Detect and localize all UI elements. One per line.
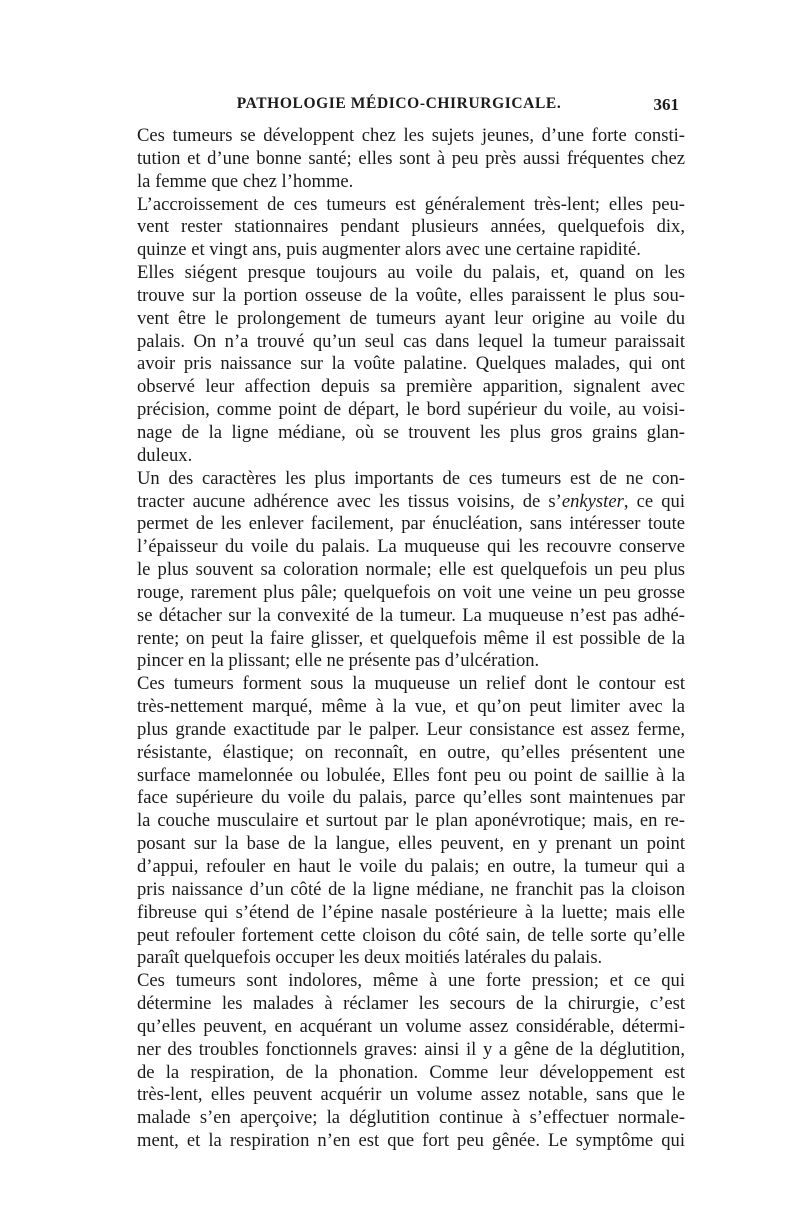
text-line: ment, et la respiration n’en est que fort peu gênée. Le symptôme qui [137, 1130, 685, 1152]
body-text [113, 125, 685, 1153]
text-line: surface mamelonnée ou lobulée, Elles font peu ou point de saillie à la [137, 764, 685, 786]
text-line: se détacher sur la convexité de la tumeur. La muqueuse n’est pas adhé- [137, 604, 685, 626]
paragraph [113, 262, 685, 468]
text-line: trouve sur la portion osseuse de la voûte, elles paraissent le plus sou- [137, 284, 685, 306]
text-line: très-nettement marqué, même à la vue, et qu’on peut limiter avec la [137, 696, 685, 718]
text-line: L’accroissement de ces tumeurs est généralement très-lent; elles peu- [137, 193, 685, 215]
text-line: l’épaisseur du voile du palais. La muqueuse qui les recouvre conserve [137, 536, 685, 558]
text-line: plus grande exactitude par le palper. Leur consistance est assez ferme, [137, 718, 685, 740]
text-line: paraît quelquefois occuper les deux moitiés latérales du palais. [137, 947, 603, 969]
text-line: permet de les enlever facilement, par énucléation, sans intéresser toute [137, 513, 685, 535]
text-line: quinze et vingt ans, puis augmenter alors avec une certaine rapidité. [137, 239, 641, 261]
italic-term: enkyster [561, 490, 624, 512]
text-line [113, 491, 685, 514]
text-line: détermine les malades à réclamer les secours de la chirurgie, c’est [137, 993, 685, 1015]
text-fragment: , ce qui [623, 490, 685, 512]
text-line: Ces tumeurs forment sous la muqueuse un relief dont le contour est [137, 673, 685, 695]
text-line: avoir pris naissance sur la voûte palatine. Quelques malades, qui ont [137, 353, 685, 375]
text-line: face supérieure du voile du palais, parce qu’elles sont maintenues par [137, 787, 685, 809]
page-number: 361 [653, 95, 679, 114]
paragraph [113, 970, 685, 1153]
paragraph [113, 194, 685, 263]
text-line: précision, comme point de départ, le bord supérieur du voile, au voisi- [137, 399, 685, 421]
text-line: Elles siégent presque toujours au voile du palais, et, quand on les [137, 262, 685, 284]
text-line: le plus souvent sa coloration normale; elle est quelquefois un peu plus [137, 559, 685, 581]
text-line: résistante, élastique; on reconnaît, en outre, qu’elles présentent une [137, 741, 685, 763]
text-line: tution et d’une bonne santé; elles sont à peu près aussi fréquentes chez [137, 147, 685, 169]
paragraph [113, 673, 685, 970]
text-line: rouge, rarement plus pâle; quelquefois on voit une veine un peu grosse [137, 581, 685, 603]
text-line: très-lent, elles peuvent acquérir un volume assez notable, sans que le [137, 1084, 685, 1106]
text-fragment: tracter aucune adhérence avec les tissus voisins, de s’ [137, 490, 562, 512]
text-line: Ces tumeurs se développent chez les sujets jeunes, d’une forte consti- [137, 125, 685, 146]
running-head [113, 95, 685, 121]
text-line: observé leur affection depuis sa première apparition, signalent avec [137, 376, 685, 398]
text-line: Un des caractères les plus importants de ces tumeurs est de ne con- [137, 467, 685, 489]
text-line: la couche musculaire et surtout par le plan aponévrotique; mais, en re- [137, 810, 685, 832]
text-line: malade s’en aperçoive; la déglutition continue à s’effectuer normale- [137, 1107, 685, 1129]
text-line: ner des troubles fonctionnels graves: ainsi il y a gêne de la déglutition, [137, 1038, 685, 1060]
running-title: PATHOLOGIE MÉDICO-CHIRURGICALE. [236, 95, 562, 112]
text-line: duleux. [137, 444, 193, 466]
text-line: pris naissance d’un côté de la ligne médiane, ne franchit pas la cloison [137, 878, 685, 900]
paragraph [113, 125, 685, 194]
book-page [113, 95, 685, 1153]
text-line: nage de la ligne médiane, où se trouvent les plus gros grains glan- [137, 421, 685, 443]
text-line: la femme que chez l’homme. [137, 170, 354, 192]
text-line: vent être le prolongement de tumeurs ayant leur origine au voile du [137, 307, 685, 329]
text-line: palais. On n’a trouvé qu’un seul cas dans lequel la tumeur paraissait [137, 330, 685, 352]
text-line: d’appui, refouler en haut le voile du palais; en outre, la tumeur qui a [137, 856, 685, 877]
text-line: rente; on peut la faire glisser, et quelquefois même il est possible de la [137, 627, 685, 649]
text-line: fibreuse qui s’étend de l’épine nasale postérieure à la luette; mais elle [137, 901, 685, 923]
text-line: Ces tumeurs sont indolores, même à une forte pression; et ce qui [137, 970, 685, 992]
text-line: pincer en la plissant; elle ne présente pas d’ulcération. [137, 650, 540, 672]
text-line: peut refouler fortement cette cloison du côté sain, de telle sorte qu’elle [137, 924, 685, 946]
text-line: posant sur la base de la langue, elles peuvent, en y prenant un point [137, 833, 685, 855]
paragraph [113, 468, 685, 674]
text-line: qu’elles peuvent, en acquérant un volume assez considérable, détermi- [137, 1015, 685, 1037]
text-line: vent rester stationnaires pendant plusieurs années, quelquefois dix, [137, 216, 685, 238]
text-line: de la respiration, de la phonation. Comme leur développement est [137, 1061, 685, 1083]
